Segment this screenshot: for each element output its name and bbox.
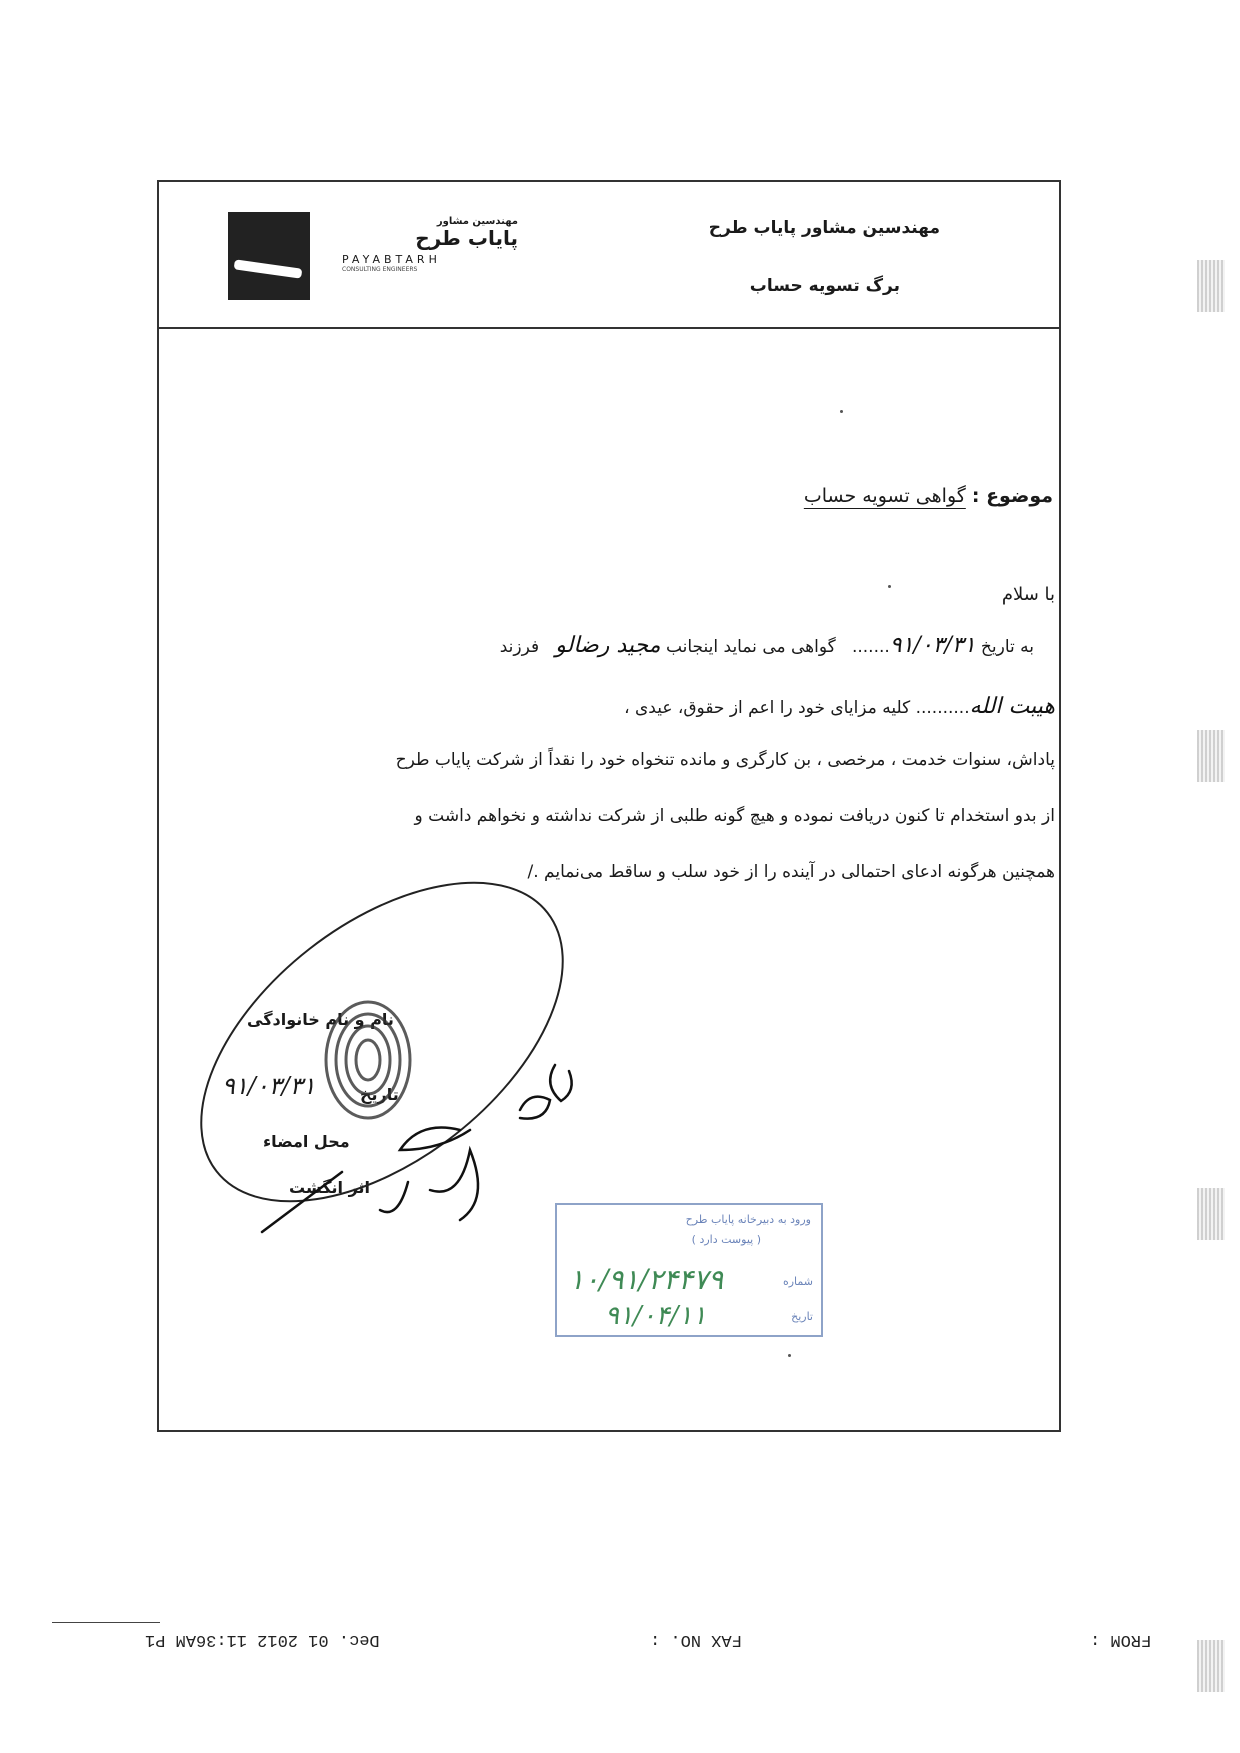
body-line-2 — [624, 694, 1055, 719]
line1-middle: گواهی می نماید اینجانب — [665, 637, 836, 657]
body-line-5: همچنین هرگونه ادعای احتمالی در آینده را از خود سلب و ساقط می‌نمایم ./ — [527, 862, 1055, 882]
logo-fa-small: مهندسین مشاور — [436, 216, 518, 227]
stamp-subtitle: ( پیوست دارد ) — [691, 1233, 761, 1246]
form-title: برگ تسویه حساب — [749, 276, 900, 296]
fax-from: FROM : — [1090, 1630, 1152, 1649]
body-line-4: از بدو استخدام تا کنون دریافت نموده و هیچ گونه طلبی از شرکت نداشته و نخواهم داشت و — [414, 806, 1055, 826]
scan-edge-mark — [1197, 1640, 1225, 1692]
logo-mark-icon — [228, 212, 310, 300]
subject-value: گواهی تسویه حساب — [803, 485, 966, 507]
logo-en-sub: CONSULTING ENGINEERS — [342, 266, 418, 273]
logo-en: PAYABTARH — [342, 253, 441, 266]
scan-speck — [888, 585, 891, 588]
signature-handwritten-date: ۹۱/۰۳/۳۱ — [222, 1072, 316, 1100]
handwritten-date: ۹۱/۰۳/۳۱ — [889, 633, 976, 658]
scan-speck — [788, 1354, 791, 1357]
signature-date-label: تاریخ — [360, 1085, 399, 1104]
line1-suffix: فرزند — [499, 637, 540, 657]
logo-text — [328, 216, 518, 273]
handwritten-name: مجید رضالو — [555, 633, 661, 658]
stamp-date-label: تاریخ — [791, 1310, 813, 1323]
scan-speck — [840, 410, 843, 413]
body-line-1 — [500, 633, 1034, 658]
line2-dots: .......... — [915, 698, 970, 718]
signature-name-label: نام و نام خانوادگی — [247, 1010, 394, 1029]
stamp-number: ۱۰/۹۱/۲۴۴۷۹ — [569, 1263, 724, 1296]
company-name: مهندسین مشاور پایاب طرح — [708, 218, 940, 238]
scan-edge-mark — [1197, 1188, 1225, 1240]
subject-line — [804, 485, 1053, 507]
greeting: با سلام — [1001, 584, 1055, 605]
subject-label: موضوع : — [971, 485, 1053, 507]
line1-prefix: به تاریخ — [980, 637, 1034, 657]
handwritten-father-name: هیبت الله — [969, 694, 1055, 719]
scan-edge-mark — [1197, 260, 1225, 312]
signature-place-label: محل امضاء — [263, 1132, 350, 1151]
scan-edge-mark — [1197, 730, 1225, 782]
fax-date: Dec. 01 2012 11:36AM P1 — [145, 1630, 380, 1649]
stamp-title: ورود به دبیرخانه پایاب طرح — [685, 1213, 811, 1226]
stamp-date: ۹۱/۰۴/۱۱ — [605, 1301, 707, 1331]
fax-rule — [52, 1622, 160, 1623]
company-logo — [228, 212, 518, 304]
registration-stamp — [555, 1203, 823, 1337]
logo-fa-main: پایاب طرح — [415, 226, 518, 250]
line2-suffix: کلیه مزایای خود را اعم از حقوق، عیدی ، — [624, 698, 911, 718]
line1-dots: ....... — [851, 637, 890, 657]
thumbprint-label: اثر انگشت — [289, 1178, 371, 1197]
stamp-number-label: شماره — [782, 1275, 813, 1288]
header-divider — [157, 327, 1061, 329]
fax-number: FAX NO. : — [650, 1630, 742, 1649]
body-line-3: پاداش، سنوات خدمت ، مرخصی ، بن کارگری و مانده تنخواه خود را نقداً از شرکت پایاب طرح — [395, 750, 1055, 770]
